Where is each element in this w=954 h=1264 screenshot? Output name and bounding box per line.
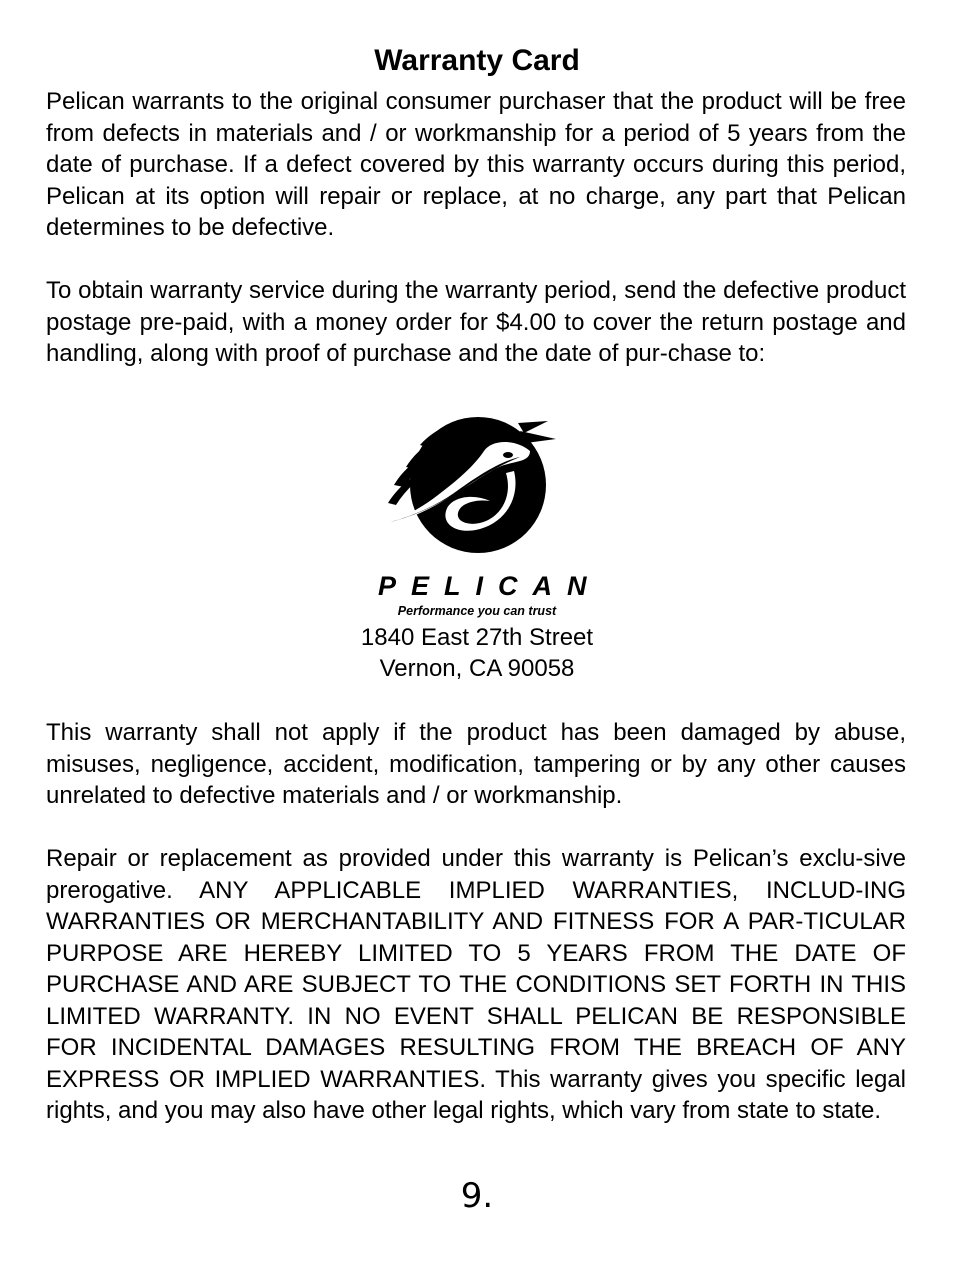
warranty-limitations-paragraph: Repair or replacement as provided under this warranty is Pelican’s exclu-sive prerogative. ANY APPLICABLE IMPLIED WARRANTIES, INCLUD-ING WARRANTIES OR MERCHANTABILITY AND FITNESS FOR A PAR-TICULAR PURPOSE ARE HEREBY LIMITED TO 5 YEARS FROM THE DATE OF PURCHASE AND ARE SUBJECT TO THE CONDITIONS SET FORTH IN THIS LIMITED WARRANTY. IN NO EVENT SHALL PELICAN BE RESPONSIBLE FOR INCIDENTAL DAMAGES RESULTING FROM THE BREACH OF ANY EXPRESS OR IMPLIED WARRANTIES. This warranty gives you specific legal rights, and you may also have other legal rights, which vary from state to state. — [46, 845, 906, 1124]
brand-tagline: Performance you can trust — [397, 604, 557, 618]
page-number: 9. — [460, 1176, 494, 1216]
page-title: Warranty Card — [374, 44, 580, 77]
warranty-exclusions-paragraph: This warranty shall not apply if the product has been damaged by abuse, misuses, negligence, accident, modification, tampering or by any other causes unrelated to defective materials and / or workmanship. — [46, 719, 906, 809]
warranty-service-paragraph: To obtain warranty service during the warranty period, send the defective product postage pre-paid, with a money order for $4.00 to cover the return postage and handling, along with proof of purchase and the date of pur-chase to: — [46, 277, 906, 367]
brand-name: PELICAN — [378, 571, 602, 601]
warranty-terms-paragraph: Pelican warrants to the original consumer purchaser that the product will be free from defects in materials and / or workmanship for a period of 5 years from the date of purchase. If a defect covered by this warranty occurs during this period, Pelican at its option will repair or replace, at no charge, any part that Pelican determines to be defective. — [46, 88, 906, 241]
address-street: 1840 East 27th Street — [360, 624, 594, 651]
address-city: Vernon, CA 90058 — [379, 655, 575, 682]
pelican-bird-logo-icon — [380, 405, 564, 557]
